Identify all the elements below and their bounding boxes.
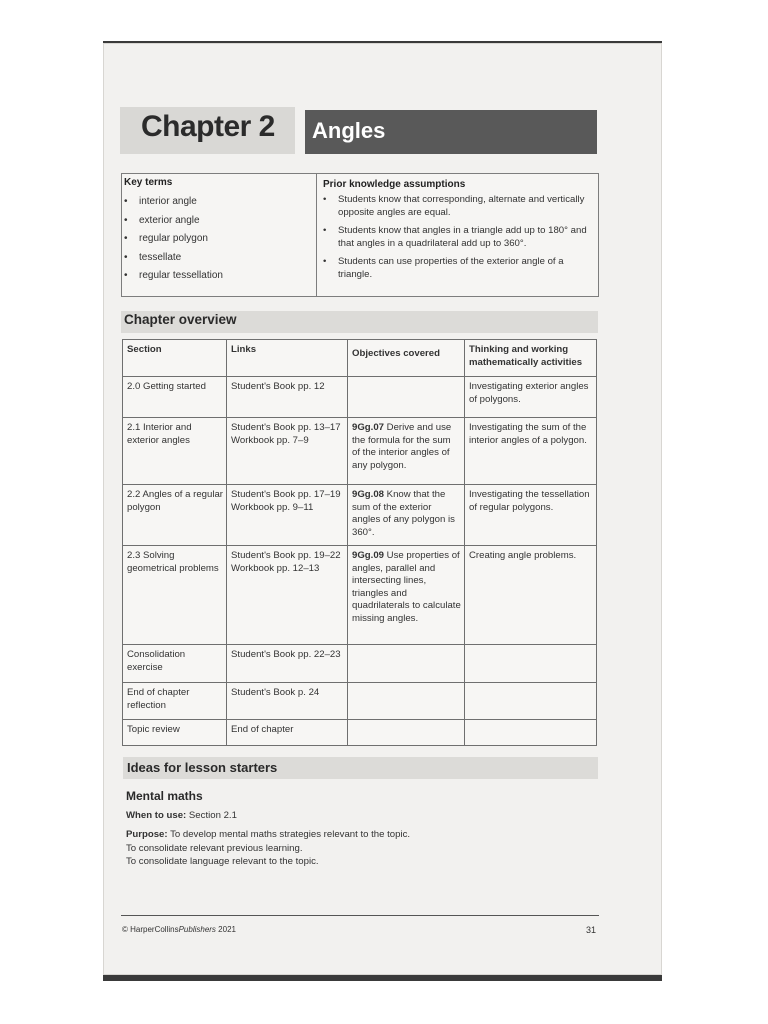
links-cell — [227, 377, 348, 418]
link-text: Workbook pp. 12–13 — [231, 562, 320, 574]
page-edge-bottom — [103, 975, 662, 981]
ideas-heading: Ideas for lesson starters — [127, 760, 278, 775]
link-text: Workbook pp. 7–9 — [231, 434, 309, 446]
key-term: • regular tessellation — [124, 267, 223, 286]
key-terms-heading: Key terms — [124, 177, 173, 188]
page-number: 31 — [586, 925, 597, 935]
prior-knowledge-item: • Students can use properties of the exterior angle of a triangle. — [323, 255, 591, 281]
table-row — [123, 377, 597, 418]
column-header: Section — [123, 340, 227, 377]
link-text: Student's Book p. 24 — [231, 687, 320, 698]
objectives-cell — [348, 418, 465, 485]
link-text: Workbook pp. 9–11 — [231, 501, 314, 513]
objective-text: Derive and use the formula for the sum of the interior angles of any polygon. — [352, 422, 452, 471]
prior-knowledge-item: • Students know that angles in a triangle add up to 180° and that angles in a quadrilateral add up to 360°. — [323, 224, 591, 250]
link-text: Student's Book pp. 12 — [231, 381, 325, 392]
chapter-title: Angles — [312, 118, 386, 143]
section-cell: 2.3 Solving geometrical problems — [123, 546, 227, 645]
activity-cell — [465, 645, 597, 683]
key-term: • exterior angle — [124, 212, 223, 231]
overview-table — [122, 339, 597, 746]
prior-knowledge-heading: Prior knowledge assumptions — [323, 179, 466, 190]
objectives-cell — [348, 546, 465, 645]
activity-cell: Investigating exterior angles of polygons. — [465, 377, 597, 418]
chapter-number: Chapter 2 — [141, 110, 275, 143]
section-cell: 2.2 Angles of a regular polygon — [123, 485, 227, 546]
overview-heading: Chapter overview — [124, 312, 237, 327]
links-cell — [227, 546, 348, 645]
key-terms-divider — [316, 173, 317, 296]
purpose-block — [126, 828, 410, 869]
purpose-label: Purpose: — [126, 829, 168, 840]
objectives-cell — [348, 645, 465, 683]
table-row — [123, 546, 597, 645]
table-row — [123, 418, 597, 485]
mental-maths-title: Mental maths — [126, 789, 203, 803]
link-text: Student's Book pp. 13–17 — [231, 422, 341, 433]
purpose-value: To develop mental maths strategies relevant to the topic. — [170, 829, 411, 840]
link-text: Student's Book pp. 19–22 — [231, 550, 341, 561]
section-cell: 2.1 Interior and exterior angles — [123, 418, 227, 485]
purpose-line: To consolidate language relevant to the topic. — [126, 856, 319, 867]
objective-code: 9Gg.08 — [352, 489, 384, 500]
column-header: Thinking and working mathematically activities — [465, 340, 597, 377]
table-row — [123, 683, 597, 720]
prior-knowledge-item: • Students know that corresponding, alternate and vertically opposite angles are equal. — [323, 193, 591, 219]
column-header: Objectives covered — [348, 340, 465, 377]
objectives-cell — [348, 377, 465, 418]
activity-cell: Investigating the sum of the interior angles of a polygon. — [465, 418, 597, 485]
table-row — [123, 720, 597, 746]
footer-copyright — [122, 925, 236, 934]
when-to-use — [126, 810, 237, 821]
activity-cell: Creating angle problems. — [465, 546, 597, 645]
when-value: Section 2.1 — [188, 810, 237, 821]
copyright-text: © HarperCollins — [122, 925, 179, 934]
key-term: • interior angle — [124, 193, 223, 212]
link-text: Student's Book pp. 17–19 — [231, 489, 341, 500]
objectives-cell — [348, 683, 465, 720]
prior-knowledge-list — [323, 193, 591, 286]
key-term: • regular polygon — [124, 230, 223, 249]
when-label: When to use: — [126, 810, 187, 821]
activity-cell — [465, 720, 597, 746]
section-cell: End of chapter reflection — [123, 683, 227, 720]
objectives-cell — [348, 720, 465, 746]
section-cell: Topic review — [123, 720, 227, 746]
links-cell — [227, 683, 348, 720]
section-cell: Consolidation exercise — [123, 645, 227, 683]
publisher-text: Publishers — [178, 925, 216, 934]
table-row — [123, 485, 597, 546]
key-term: • tessellate — [124, 249, 223, 268]
footer-rule — [121, 915, 599, 916]
table-row — [123, 645, 597, 683]
links-cell — [227, 485, 348, 546]
activity-cell: Investigating the tessellation of regular polygons. — [465, 485, 597, 546]
links-cell — [227, 418, 348, 485]
objective-code: 9Gg.09 — [352, 550, 384, 561]
objectives-cell — [348, 485, 465, 546]
activity-cell — [465, 683, 597, 720]
column-header: Links — [227, 340, 348, 377]
purpose-line: To consolidate relevant previous learning. — [126, 842, 303, 854]
link-text: End of chapter — [231, 724, 294, 735]
links-cell — [227, 645, 348, 683]
section-cell: 2.0 Getting started — [123, 377, 227, 418]
links-cell — [227, 720, 348, 746]
copyright-year: 2021 — [218, 925, 236, 934]
table-header-row — [123, 340, 597, 377]
key-terms-list — [124, 193, 223, 286]
link-text: Student's Book pp. 22–23 — [231, 649, 341, 660]
purpose-line — [126, 828, 410, 842]
objective-code: 9Gg.07 — [352, 422, 384, 433]
objective-text: Know that the sum of the exterior angles of any polygon is 360°. — [352, 489, 455, 538]
objective-text: Use properties of angles, parallel and intersecting lines, triangles and quadrilaterals to calculate missing angles. — [352, 550, 461, 624]
